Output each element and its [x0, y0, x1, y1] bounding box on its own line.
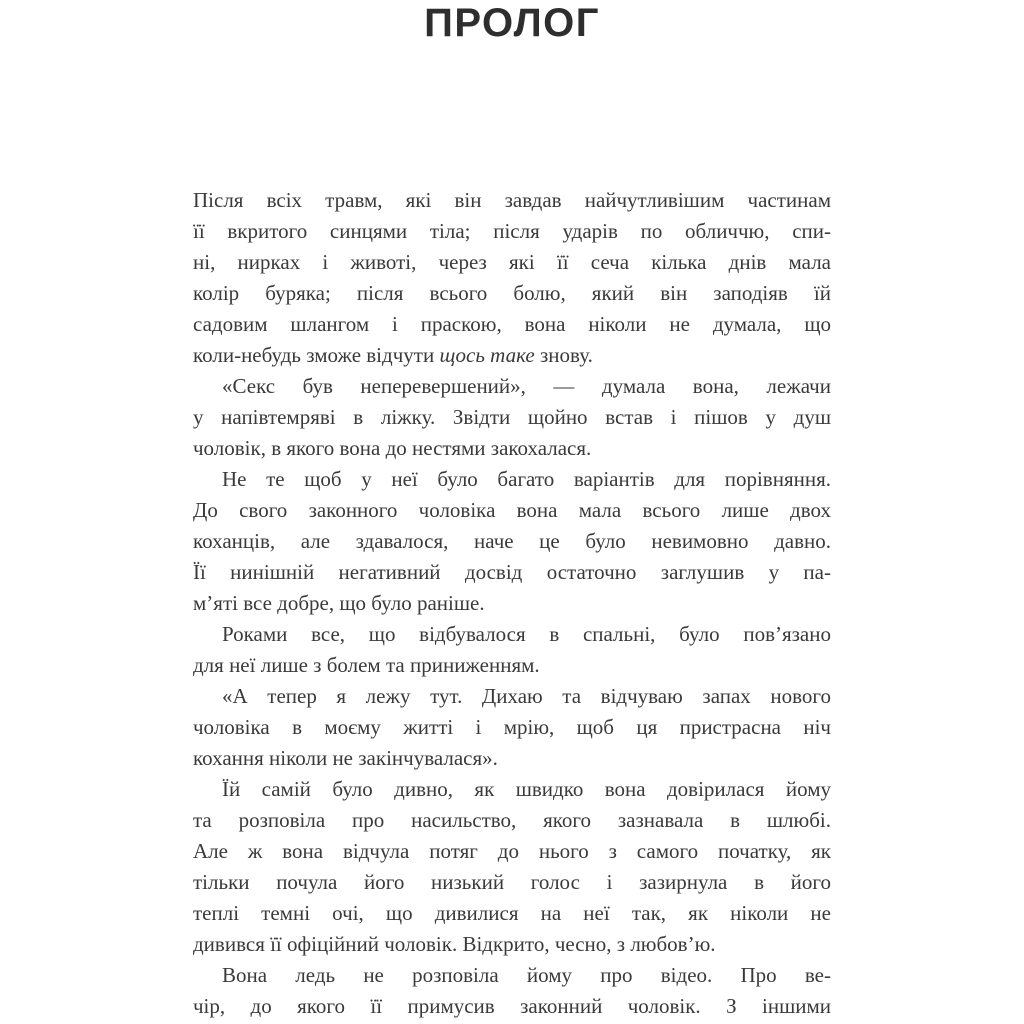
text-segment: коли-небудь зможе відчути — [193, 343, 440, 367]
text-line: чір, до якого її примусив законний чоловік. З іншими — [193, 994, 831, 1018]
text-line: ні, нирках і животі, через які її сеча кілька днів мала — [193, 250, 831, 274]
text-line: для неї лише з болем та приниженням. — [193, 653, 540, 677]
text-line: Вона ледь не розповіла йому про відео. Про ве- — [222, 963, 831, 987]
text-line: Її нинішній негативний досвід остаточно заглушив у па- — [193, 560, 831, 584]
text-line: коханців, але здавалося, наче це було невимовно давно. — [193, 529, 831, 553]
text-line: чоловік, в якого вона до нестями закохалася. — [193, 436, 592, 460]
text-line: Після всіх травм, які він завдав найчутливішим частинам — [193, 188, 831, 212]
text-line: чоловіка в моєму житті і мрію, щоб ця пристрасна ніч — [193, 715, 831, 739]
text-line: кохання ніколи не закінчувалася». — [193, 746, 498, 770]
text-line: її вкритого синцями тіла; після ударів по обличчю, спи- — [193, 219, 831, 243]
text-line: Їй самій було дивно, як швидко вона довірилася йому — [222, 777, 831, 801]
text-line: теплі темні очі, що дивилися на неї так, як ніколи не — [193, 901, 831, 925]
text-segment: знову. — [534, 343, 593, 367]
text-block — [193, 185, 831, 1022]
text-line: Роками все, що відбувалося в спальні, було пов’язано — [222, 622, 831, 646]
text-line — [193, 340, 831, 371]
text-line: м’яті все добре, що було раніше. — [193, 591, 485, 615]
text-line: дивився її офіційний чоловік. Відкрито, чесно, з любов’ю. — [193, 932, 716, 956]
text-line: колір буряка; після всього болю, який він заподіяв їй — [193, 281, 831, 305]
text-line: тільки почула його низький голос і зазирнула в його — [193, 870, 831, 894]
text-line: Не те щоб у неї було багато варіантів для порівняння. — [222, 467, 831, 491]
text-line: садовим шлангом і праскою, вона ніколи не думала, що — [193, 312, 831, 336]
text-line: «А тепер я лежу тут. Дихаю та відчуваю запах нового — [222, 684, 831, 708]
chapter-title: ПРОЛОГ — [424, 1, 600, 45]
text-line: Але ж вона відчула потяг до нього з самого початку, як — [193, 839, 831, 863]
text-line: До свого законного чоловіка вона мала всього лише двох — [193, 498, 831, 522]
text-line: та розповіла про насильство, якого зазнавала в шлюбі. — [193, 808, 831, 832]
text-line: у напівтемряві в ліжку. Звідти щойно встав і пішов у душ — [193, 405, 831, 429]
italic-text-segment: щось таке — [439, 343, 535, 367]
text-line: «Секс був неперевершений», — думала вона, лежачи — [222, 374, 831, 398]
